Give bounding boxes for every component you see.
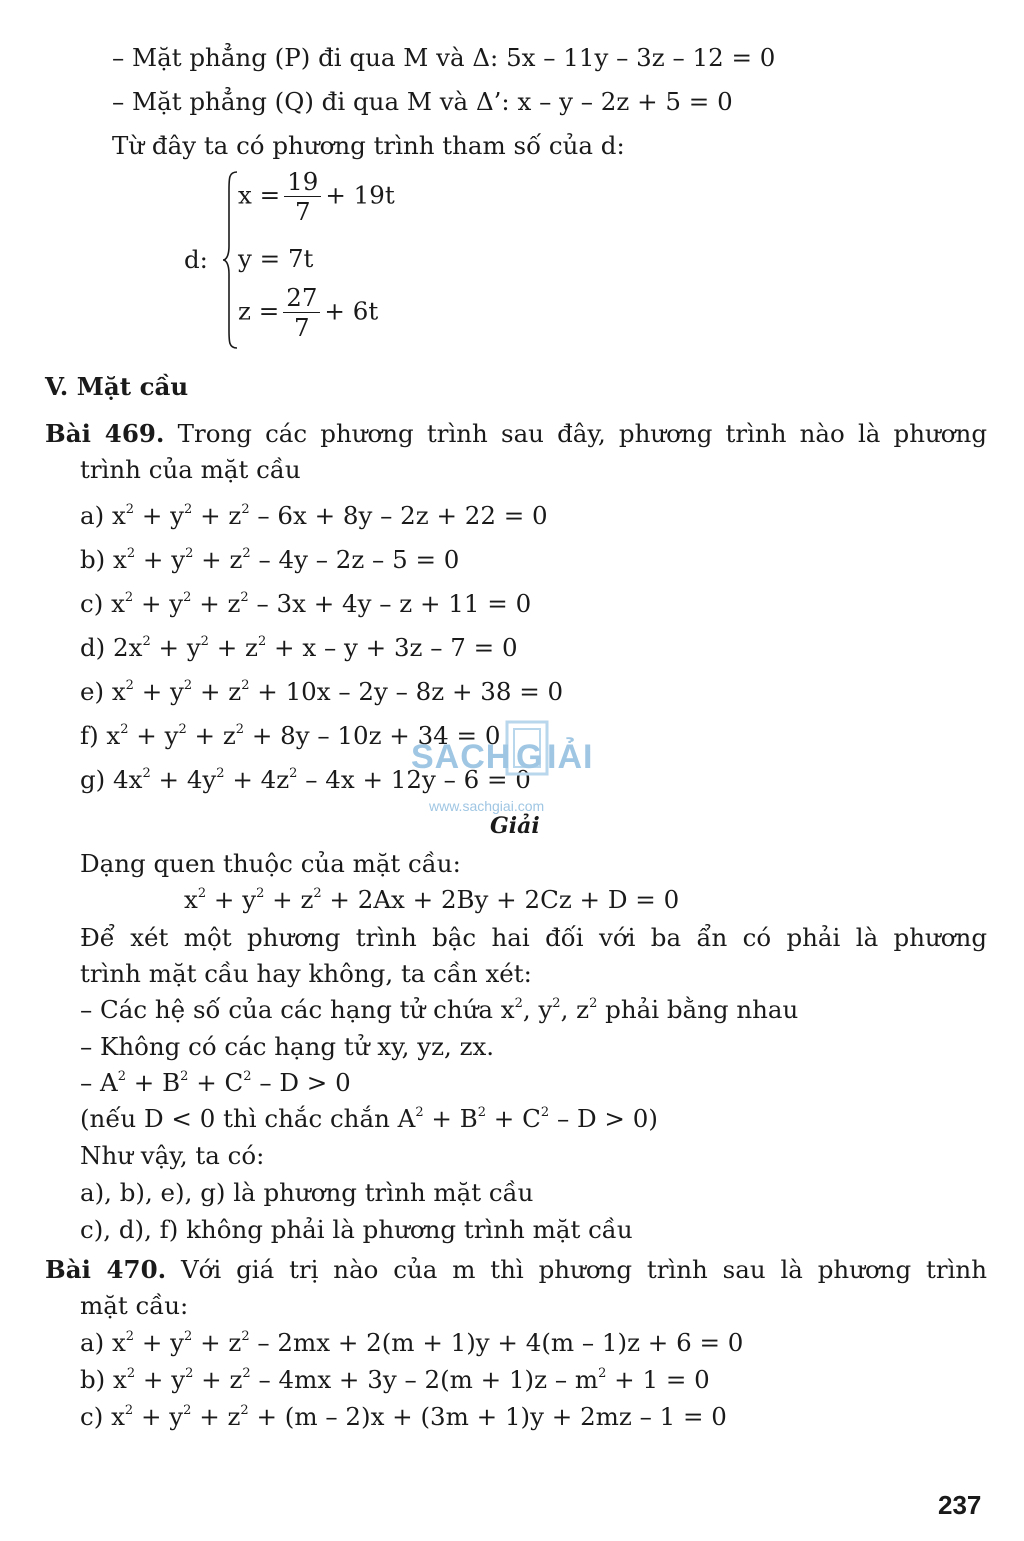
bai470-statement-line2: mặt cầu: <box>80 1291 189 1320</box>
bai469-item-g: g) $4x^2 + 4y^2 + 4z^2 - 4x + 12y - 6 = 0$ <box>80 765 531 794</box>
bai469-item-e: e) $x^2 + y^2 + z^2 + 10x - 2y - 8z + 38 = 0$ <box>80 677 564 706</box>
fraction-19-7: $\frac{19}{7}$ <box>284 170 321 224</box>
watermark-brand-mid: G <box>516 738 544 776</box>
param-intro-line: Từ đây ta có phương trình tham số của d: <box>112 131 625 160</box>
conclusion-intro: Như vậy, ta có: <box>80 1141 265 1170</box>
bai469-item-b: b) $x^2 + y^2 + z^2 - 4y - 2z - 5 = 0$ <box>80 545 460 574</box>
watermark-url: www.sachgiai.com <box>429 798 545 814</box>
section-title: V. Mặt cầu <box>45 372 189 401</box>
condition-3: – $A^2 + B^2 + C^2 - D > 0$ <box>80 1068 351 1097</box>
bai470-item-b: b) $x^2 + y^2 + z^2 - 4mx + 3y - 2(m + 1)z - m^2 + 1 = 0$ <box>80 1365 710 1394</box>
system-z-eq: z = $\frac{27}{7}$ + 6t <box>238 283 379 342</box>
condition-2: – Không có các hạng tử xy, yz, zx. <box>80 1032 495 1061</box>
solution-line3: Để xét một phương trình bậc hai đối với ba ẩn có phải là phương <box>80 923 987 952</box>
bai470-item-a: a) $x^2 + y^2 + z^2 - 2mx + 2(m + 1)y + 4(m - 1)z + 6 = 0$ <box>80 1328 744 1357</box>
system-y-eq: y = 7t <box>238 244 314 273</box>
bai469-item-a: a) $x^2 + y^2 + z^2 - 6x + 8y - 2z + 22 = 0$ <box>80 501 548 530</box>
plane-p-line: – Mặt phẳng (P) đi qua M và Δ: 5x – 11y – 3z – 12 = 0 <box>112 43 776 72</box>
solution-line4: trình mặt cầu hay không, ta cần xét: <box>80 959 532 988</box>
system-label: d: <box>184 245 208 274</box>
bai469-item-d: d) $2x^2 + y^2 + z^2 + x - y + 3z - 7 = 0$ <box>80 633 518 662</box>
condition-1: – Các hệ số của các hạng tử chứa $x^2$, $y^2$, $z^2$ phải bằng nhau <box>80 995 799 1024</box>
sachgiai-watermark <box>405 716 620 816</box>
solution-line1: Dạng quen thuộc của mặt cầu: <box>80 849 461 878</box>
watermark-brand-right: IẢI <box>547 738 594 776</box>
system-x-eq: x = $\frac{19}{7}$ + 19t <box>238 167 395 226</box>
bai470-item-c: c) $x^2 + y^2 + z^2 + (m - 2)x + (3m + 1)y + 2mz - 1 = 0$ <box>80 1402 727 1431</box>
giai-heading: Giải <box>490 813 540 839</box>
conclusion-no: c), d), f) không phải là phương trình mặt cầu <box>80 1215 633 1244</box>
bai469-item-f: f) $x^2 + y^2 + z^2 + 8y - 10z + 34 = 0$ <box>80 721 501 750</box>
condition-note: (nếu D < 0 thì chắc chắn $A^2 + B^2 + C^2 - D > 0$) <box>80 1104 658 1133</box>
general-sphere-equation: $x^2 + y^2 + z^2 + 2Ax + 2By + 2Cz + D = 0$ <box>184 885 680 914</box>
bai470-statement-line1: Bài 470. Với giá trị nào của m thì phương trình sau là phương trình <box>45 1255 987 1284</box>
bai469-item-c: c) $x^2 + y^2 + z^2 - 3x + 4y - z + 11 = 0$ <box>80 589 532 618</box>
bai469-statement-line2: trình của mặt cầu <box>80 455 301 484</box>
watermark-brand-left: SACH <box>411 738 512 776</box>
page-number: 237 <box>938 1490 982 1520</box>
plane-q-line: – Mặt phẳng (Q) đi qua M và Δ’: x – y – 2z + 5 = 0 <box>112 87 733 116</box>
fraction-27-7: $\frac{27}{7}$ <box>283 286 320 340</box>
conclusion-yes: a), b), e), g) là phương trình mặt cầu <box>80 1178 534 1207</box>
bai469-statement-line1: Bài 469. Trong các phương trình sau đây, phương trình nào là phương <box>45 419 987 448</box>
